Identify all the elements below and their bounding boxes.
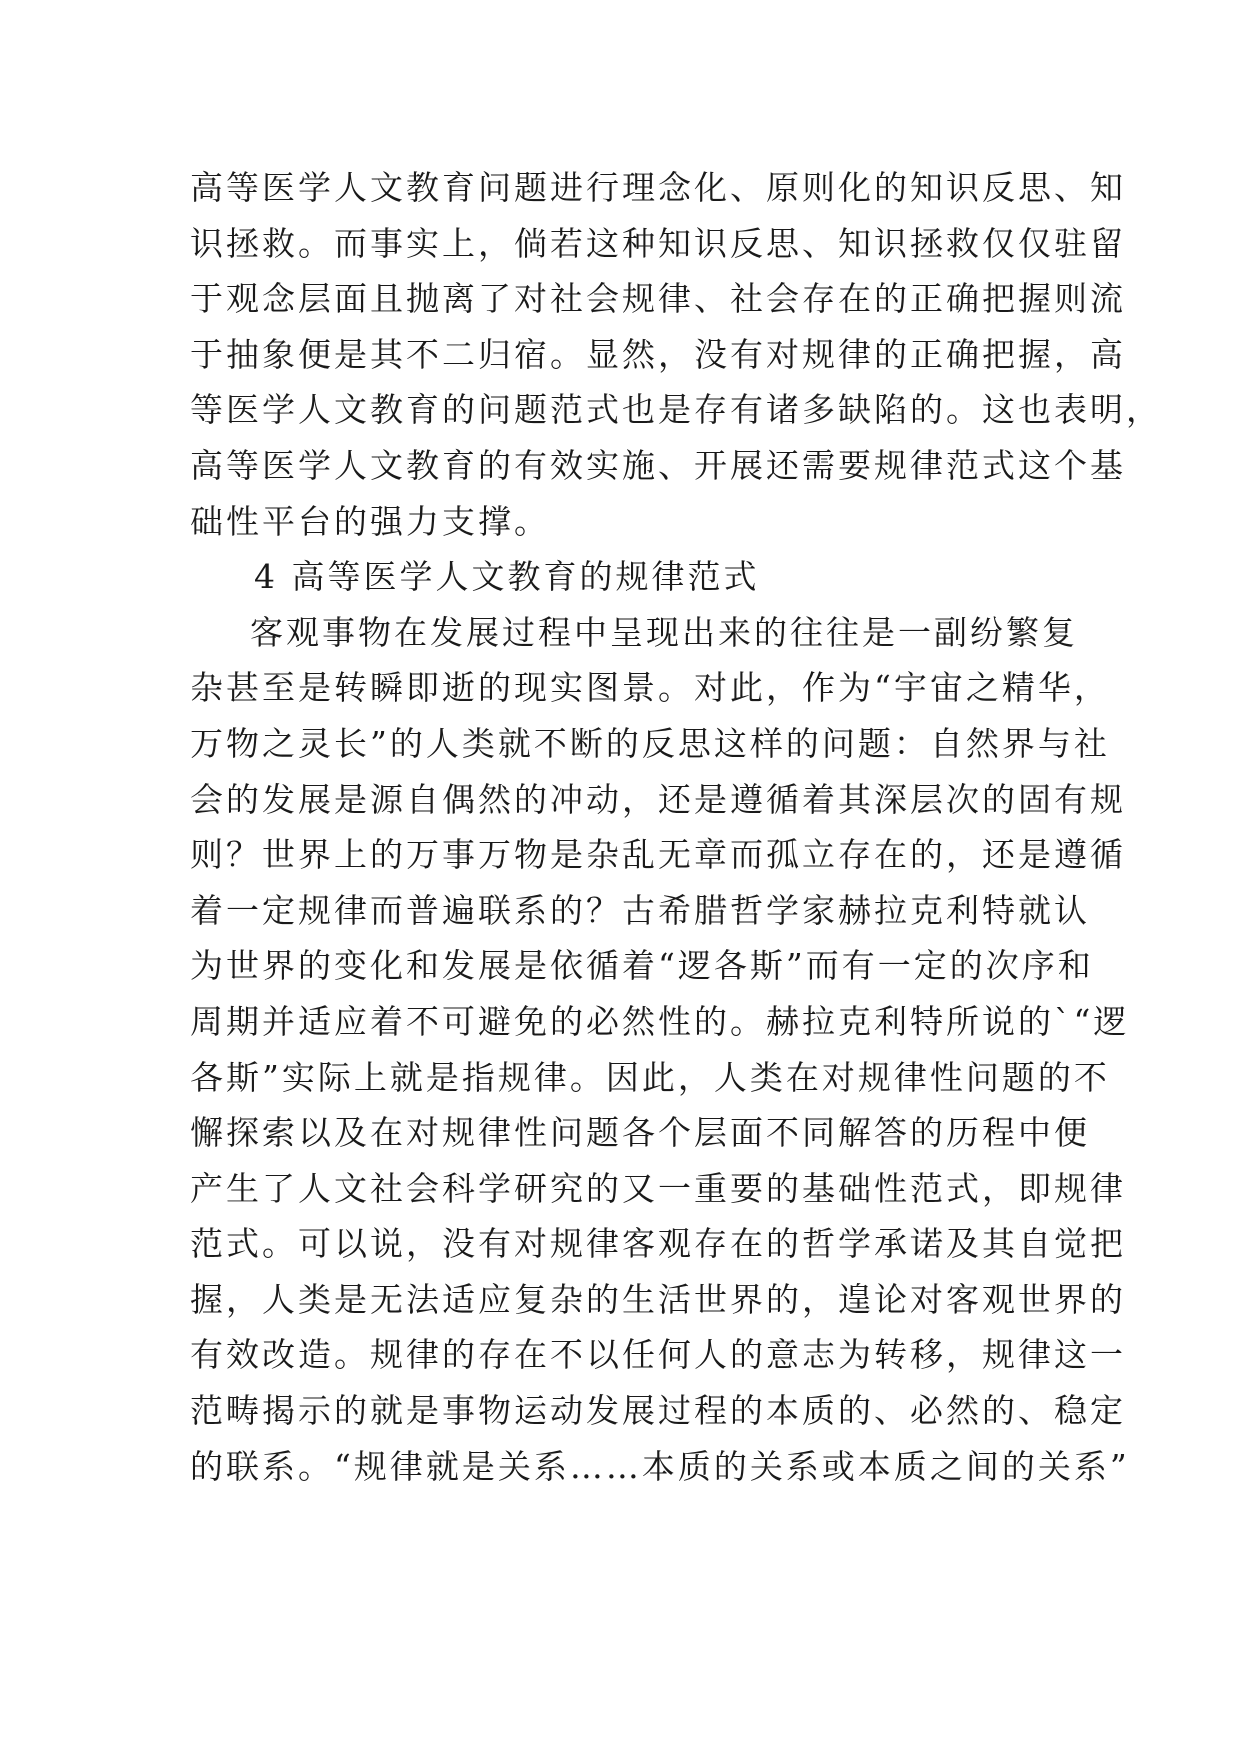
text-line: 的联系。“规律就是关系……本质的关系或本质之间的关系” bbox=[190, 1446, 1130, 1486]
text-line: 懈探索以及在对规律性问题各个层面不同解答的历程中便 bbox=[190, 1113, 1090, 1153]
text-line: 则？世界上的万事万物是杂乱无章而孤立存在的，还是遵循 bbox=[190, 835, 1126, 875]
text-line: 会的发展是源自偶然的冲动，还是遵循着其深层次的固有规 bbox=[190, 779, 1126, 819]
text-line: 各斯”实际上就是指规律。因此，人类在对规律性问题的不 bbox=[190, 1057, 1110, 1097]
text-line: 客观事物在发展过程中呈现出来的往往是一副纷繁复 bbox=[250, 612, 1078, 652]
text-line: 高等医学人文教育问题进行理念化、原则化的知识反思、知 bbox=[190, 168, 1126, 207]
text-line: 范式。可以说，没有对规律客观存在的哲学承诺及其自觉把 bbox=[190, 1224, 1126, 1264]
text-line: 范畴揭示的就是事物运动发展过程的本质的、必然的、稳定 bbox=[190, 1391, 1126, 1431]
text-line: 着一定规律而普遍联系的？古希腊哲学家赫拉克利特就认 bbox=[190, 890, 1090, 930]
text-line: 础性平台的强力支撑。 bbox=[190, 501, 550, 541]
text-line: 周期并适应着不可避免的必然性的。赫拉克利特所说的`“逻 bbox=[190, 1001, 1130, 1041]
text-line: 杂甚至是转瞬即逝的现实图景。对此，作为“宇宙之精华， bbox=[190, 668, 1110, 708]
text-line: 于观念层面且抛离了对社会规律、社会存在的正确把握则流 bbox=[190, 279, 1126, 319]
text-line: 等医学人文教育的问题范式也是存有诸多缺陷的。这也表明， bbox=[190, 390, 1162, 430]
section-heading: 4 高等医学人文教育的规律范式 bbox=[254, 557, 760, 597]
text-line: 有效改造。规律的存在不以任何人的意志为转移，规律这一 bbox=[190, 1335, 1126, 1375]
text-line: 于抽象便是其不二归宿。显然，没有对规律的正确把握，高 bbox=[190, 334, 1126, 374]
text-line: 握，人类是无法适应复杂的生活世界的，遑论对客观世界的 bbox=[190, 1279, 1126, 1319]
body-text bbox=[190, 160, 1162, 1494]
text-line: 识拯救。而事实上，倘若这种知识反思、知识拯救仅仅驻留 bbox=[190, 223, 1126, 263]
text-line: 万物之灵长”的人类就不断的反思这样的问题：自然界与社 bbox=[190, 723, 1110, 763]
text-line: 为世界的变化和发展是依循着“逻各斯”而有一定的次序和 bbox=[190, 946, 1094, 986]
text-line: 高等医学人文教育的有效实施、开展还需要规律范式这个基 bbox=[190, 445, 1126, 485]
text-line: 产生了人文社会科学研究的又一重要的基础性范式，即规律 bbox=[190, 1168, 1126, 1208]
